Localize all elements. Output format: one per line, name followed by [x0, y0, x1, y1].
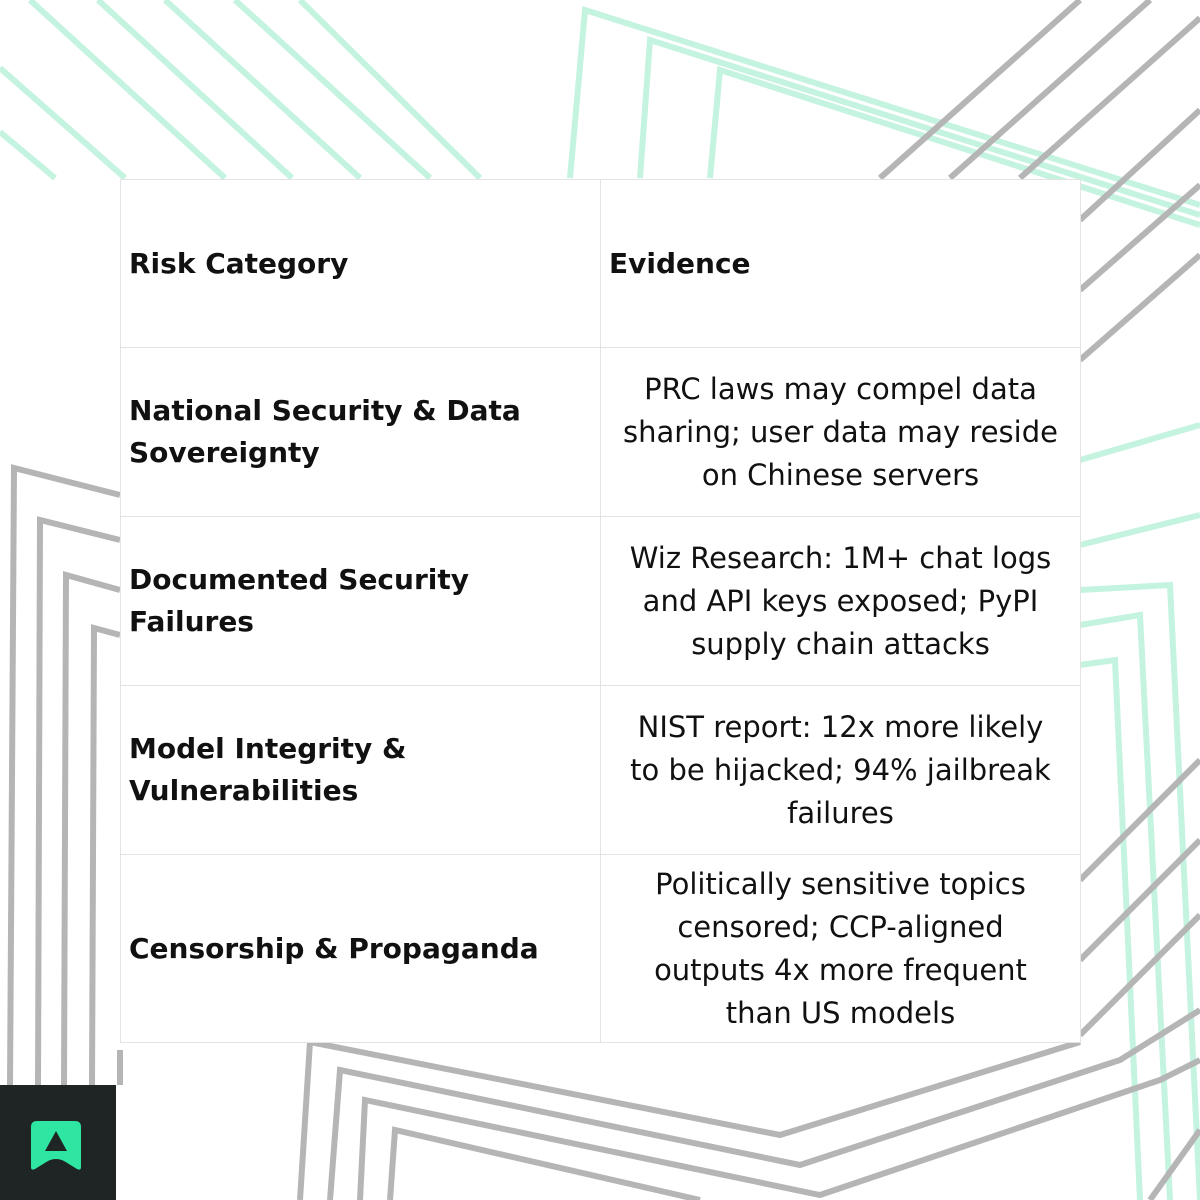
risk-category-cell: Censorship & Propaganda	[121, 855, 601, 1043]
table-row	[121, 348, 1081, 517]
evidence-cell: PRC laws may compel data sharing; user data may reside on Chinese servers	[601, 348, 1081, 517]
brand-logo-icon	[31, 1121, 81, 1171]
risk-category-cell: National Security & Data Sovereignty	[121, 348, 601, 517]
risk-category-cell: Model Integrity & Vulnerabilities	[121, 686, 601, 855]
evidence-cell: Politically sensitive topics censored; CCP-aligned outputs 4x more frequent than US models	[601, 855, 1081, 1043]
header-risk-category: Risk Category	[121, 180, 601, 348]
brand-logo	[0, 1085, 116, 1200]
evidence-cell: Wiz Research: 1M+ chat logs and API keys exposed; PyPI supply chain attacks	[601, 517, 1081, 686]
risk-category-cell: Documented Security Failures	[121, 517, 601, 686]
table-row	[121, 855, 1081, 1043]
table-row	[121, 686, 1081, 855]
risk-table-container	[120, 179, 1080, 1043]
table-row	[121, 517, 1081, 686]
risk-table	[120, 179, 1081, 1043]
evidence-cell: NIST report: 12x more likely to be hijacked; 94% jailbreak failures	[601, 686, 1081, 855]
header-evidence: Evidence	[601, 180, 1081, 348]
table-header-row	[121, 180, 1081, 348]
